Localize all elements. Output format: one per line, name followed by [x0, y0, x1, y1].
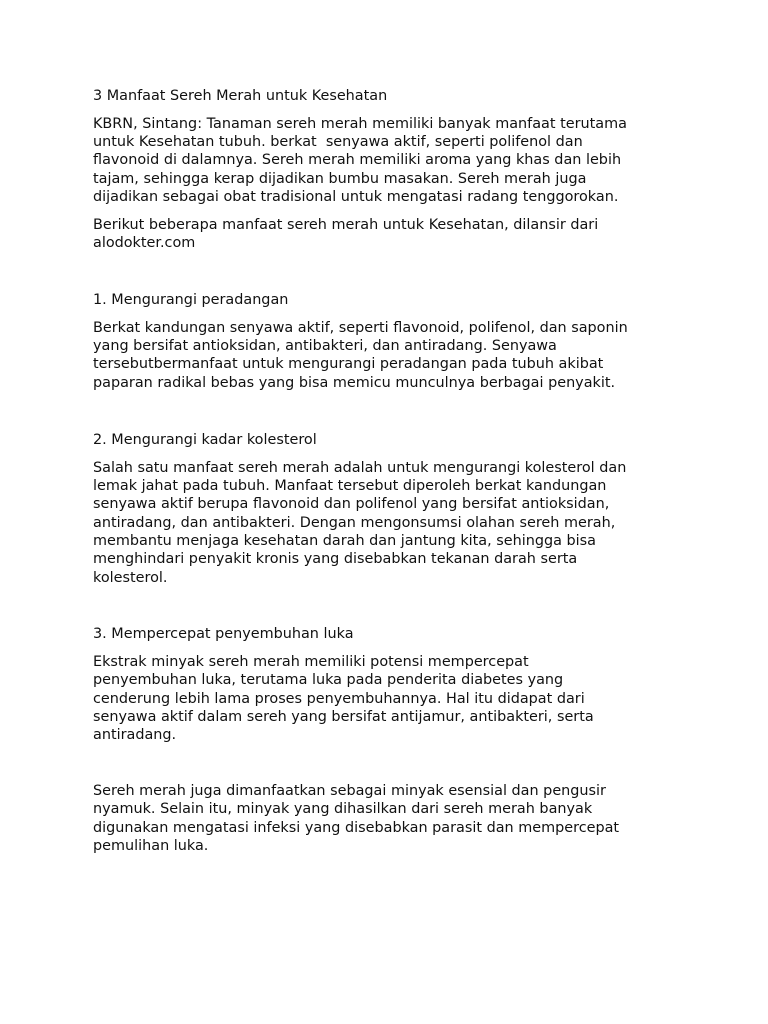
paragraph-line: nyamuk. Selain itu, minyak yang dihasilkan dari sereh merah banyak: [93, 801, 593, 817]
paragraph-line: senyawa aktif berupa flavonoid dan polifenol yang bersifat antioksidan,: [93, 496, 610, 512]
paragraph-line: Berkat kandungan senyawa aktif, seperti flavonoid, polifenol, dan saponin: [93, 320, 628, 336]
paragraph-line: KBRN, Sintang: Tanaman sereh merah memiliki banyak manfaat terutama: [93, 116, 627, 132]
paragraph-line: pemulihan luka.: [93, 838, 209, 854]
section-heading: 1. Mengurangi peradangan: [93, 292, 289, 308]
paragraph-line: membantu menjaga kesehatan darah dan jantung kita, sehingga bisa: [93, 533, 596, 549]
paragraph-line: cenderung lebih lama proses penyembuhannya. Hal itu didapat dari: [93, 691, 585, 707]
paragraph-line: Sereh merah juga dimanfaatkan sebagai minyak esensial dan pengusir: [93, 783, 606, 799]
section-heading: 3. Mempercepat penyembuhan luka: [93, 626, 354, 642]
paragraph-line: flavonoid di dalamnya. Sereh merah memiliki aroma yang khas dan lebih: [93, 152, 622, 168]
paragraph-line: tajam, sehingga kerap dijadikan bumbu masakan. Sereh merah juga: [93, 171, 587, 187]
paragraph-line: dijadikan sebagai obat tradisional untuk mengatasi radang tenggorokan.: [93, 189, 619, 205]
paragraph-line: Salah satu manfaat sereh merah adalah untuk mengurangi kolesterol dan: [93, 460, 627, 476]
paragraph-line: menghindari penyakit kronis yang disebabkan tekanan darah serta: [93, 551, 578, 567]
paragraph-line: lemak jahat pada tubuh. Manfaat tersebut diperoleh berkat kandungan: [93, 478, 607, 494]
paragraph-line: senyawa aktif dalam sereh yang bersifat antijamur, antibakteri, serta: [93, 709, 594, 725]
paragraph-line: penyembuhan luka, terutama luka pada penderita diabetes yang: [93, 672, 564, 688]
section-heading: 2. Mengurangi kadar kolesterol: [93, 432, 317, 448]
paragraph-line: tersebutbermanfaat untuk mengurangi peradangan pada tubuh akibat: [93, 356, 604, 372]
paragraph-line: antiradang.: [93, 727, 177, 743]
document-title: 3 Manfaat Sereh Merah untuk Kesehatan: [93, 88, 388, 104]
paragraph-line: antiradang, dan antibakteri. Dengan mengonsumsi olahan sereh merah,: [93, 515, 616, 531]
paragraph-line: digunakan mengatasi infeksi yang disebabkan parasit dan mempercepat: [93, 820, 620, 836]
paragraph-line: Berikut beberapa manfaat sereh merah untuk Kesehatan, dilansir dari: [93, 217, 599, 233]
paragraph-line: paparan radikal bebas yang bisa memicu munculnya berbagai penyakit.: [93, 375, 616, 391]
paragraph-line: Ekstrak minyak sereh merah memiliki potensi mempercepat: [93, 654, 529, 670]
paragraph-line: alodokter.com: [93, 235, 196, 251]
paragraph-line: kolesterol.: [93, 570, 168, 586]
paragraph-line: untuk Kesehatan tubuh. berkat senyawa aktif, seperti polifenol dan: [93, 134, 583, 150]
paragraph-line: yang bersifat antioksidan, antibakteri, dan antiradang. Senyawa: [93, 338, 557, 354]
